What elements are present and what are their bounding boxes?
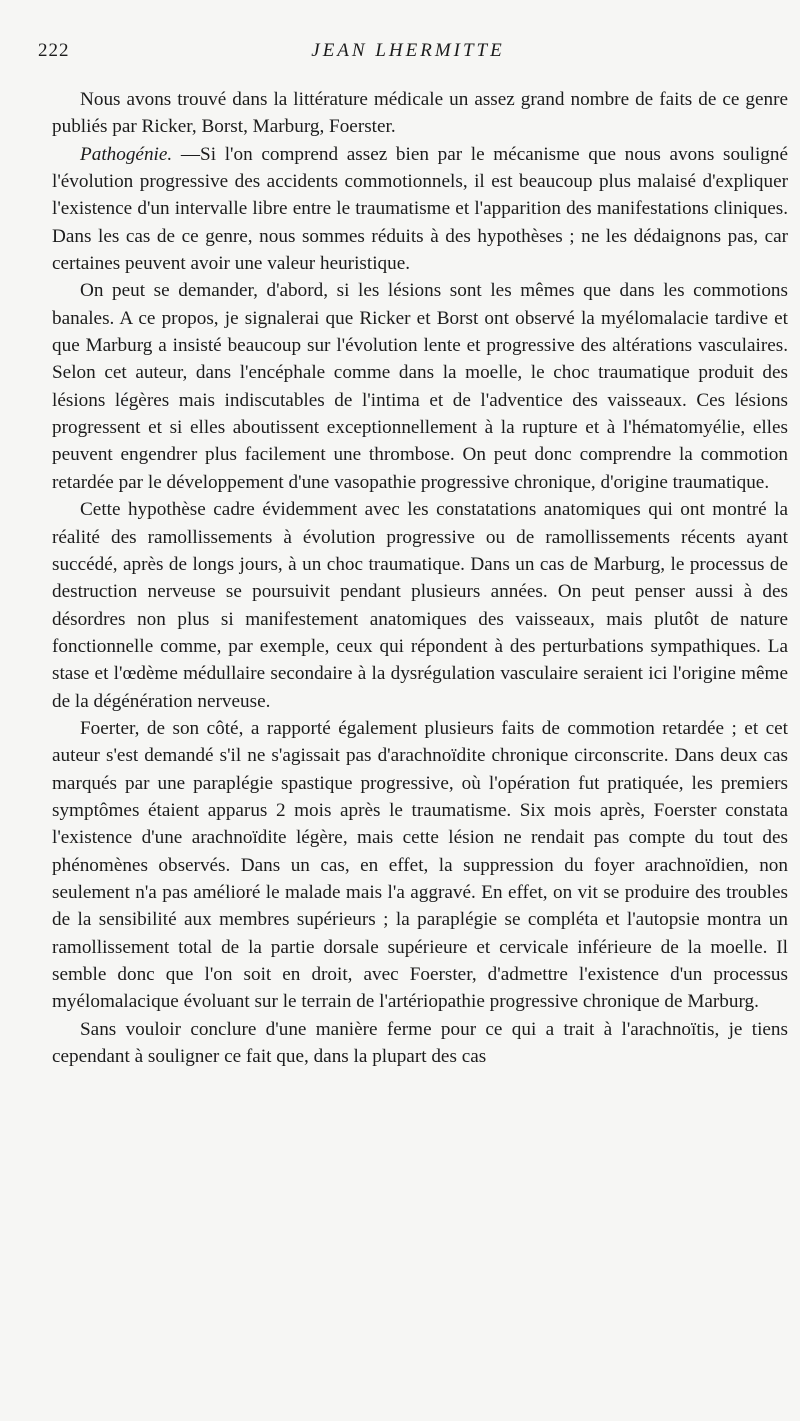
page-number: 222 (38, 40, 70, 61)
paragraph (52, 1016, 788, 1071)
running-title: JEAN LHERMITTE (311, 40, 505, 61)
paragraph (52, 277, 788, 496)
paragraph-pathogenie (52, 141, 788, 278)
paragraph-text: Sans vouloir conclure d'une manière ferme pour ce qui a trait à l'arachnoïtis, je tiens cependant à souligner ce fait que, dans la plupart des cas (52, 1018, 788, 1068)
section-lead: Pathogénie. (80, 143, 173, 165)
paragraph (52, 496, 788, 715)
paragraph-text: Nous avons trouvé dans la littérature médicale un assez grand nombre de faits de ce genre publiés par Ricker, Borst, Marburg, Foerster. (52, 89, 788, 138)
page-header (38, 40, 778, 70)
paragraph (52, 86, 788, 141)
body-text (52, 86, 788, 1070)
paragraph-text: On peut se demander, d'abord, si les lésions sont les mêmes que dans les commotions banales. A ce propos, je signalerai que Ricker et Borst ont observé la myélomalacie tardive et que Marburg a insisté beaucoup sur l'évolution lente et progressive des altérations vasculaires. Selon cet auteur, dans l'encéphale comme dans la moelle, le choc traumatique produit des lésions légères mais indiscutables de l'intima et de l'adventice des vaisseaux. Ces lésions progressent et si elles aboutissent exceptionnellement à la rupture et à l'hématomyélie, elles peuvent engendrer plus facilement une thrombose. On peut donc comprendre la commotion retardée par le développement d'une vasopathie progressive chronique, d'origine traumatique. (52, 280, 788, 493)
paragraph-text: Foerter, de son côté, a rapporté également plusieurs faits de commotion retardée ; et cet auteur s'est demandé s'il ne s'agissait pas d'arachnoïdite chronique circonscrite. Dans deux cas marqués par une paraplégie spastique progressive, où l'opération fut pratiquée, les premiers symptômes étaient apparus 2 mois après le traumatisme. Six mois après, Foerster constata l'existence d'une arachnoïdite légère, mais cette lésion ne rendait pas compte du tout des phénomènes observés. Dans un cas, en effet, la suppression du foyer arachnoïdien, non seulement n'a pas amélioré le malade mais l'a aggravé. En effet, on vit se produire des troubles de la sensibilité aux membres supérieurs ; la paraplégie se compléta et l'autopsie montra un ramollissement total de la partie dorsale supérieure et cervicale inférieure de la moelle. Il semble donc que l'on soit en droit, avec Foerster, d'admettre l'existence d'un processus myélomalacique évoluant sur le terrain de l'artériopathie progressive chronique de Marburg. (52, 717, 788, 1013)
paragraph-text: —Si l'on comprend assez bien par le mécanisme que nous avons souligné l'évolution progressive des accidents commotionnels, il est beaucoup plus malaisé d'expliquer l'existence d'un intervalle libre entre le traumatisme et l'apparition des manifestations cliniques. Dans les cas de ce genre, nous sommes réduits à des hypothèses ; ne les dédaignons pas, car certaines peuvent avoir une valeur heuristique. (52, 143, 788, 275)
paragraph-text: Cette hypothèse cadre évidemment avec les constatations anatomiques qui ont montré la réalité des ramollissements à évolution progressive ou de ramollissements récents ayant succédé, après de longs jours, à un choc traumatique. Dans un cas de Marburg, le processus de destruction nerveuse se poursuivit pendant plusieurs années. On peut penser aussi à des désordres non plus si manifestement anatomiques des vaisseaux, mais plutôt de nature fonctionnelle comme, par exemple, ceux qui répondent à des perturbations sympathiques. La stase et l'œdème médullaire secondaire à la dysrégulation vasculaire seraient ici l'origine même de la dégénération nerveuse. (52, 499, 788, 712)
paragraph (52, 715, 788, 1016)
